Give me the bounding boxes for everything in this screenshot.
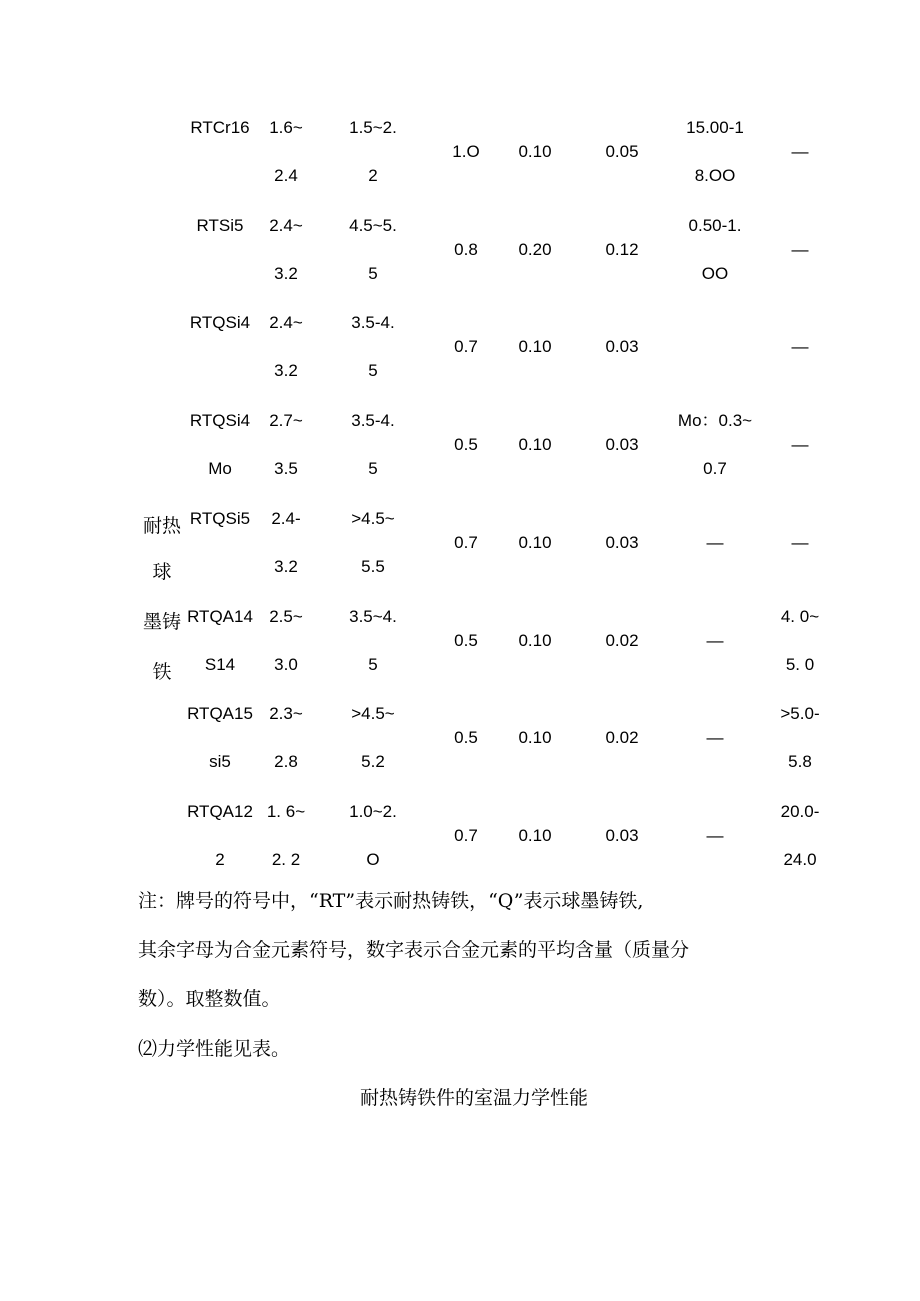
silicon-cell: 2 <box>368 166 378 185</box>
other-element-cell: 15.00-1 <box>686 118 744 137</box>
other-element-cell: — <box>706 532 724 552</box>
silicon-cell: >4.5~ <box>351 508 395 528</box>
carbon-cell: 2.7~ <box>269 411 303 431</box>
carbon-cell: 2.4~ <box>269 215 303 235</box>
carbon-cell: 1. 6~ <box>266 801 306 821</box>
note-line-3: 数）。取整数值。 <box>138 988 281 1010</box>
sulfur-cell: 0.03 <box>605 532 639 552</box>
grade-cell: Mo <box>208 459 232 479</box>
aluminum-cell: — <box>791 435 809 455</box>
grade-cell: RTQA12 <box>187 801 253 821</box>
silicon-cell: 1.5~2. <box>349 118 397 137</box>
carbon-cell: 2.4~ <box>269 313 303 333</box>
grade-cell: S14 <box>204 654 236 674</box>
sulfur-cell: 0.03 <box>605 825 639 845</box>
manganese-cell: 0.7 <box>454 825 478 845</box>
carbon-cell: 3.5 <box>274 459 298 479</box>
manganese-cell: 0.5 <box>454 630 478 650</box>
aluminum-cell: >5.0- <box>780 704 820 724</box>
silicon-cell: 3.5~4. <box>349 606 397 626</box>
silicon-cell: 5.2 <box>361 752 385 772</box>
aluminum-cell: 5.8 <box>788 752 812 772</box>
manganese-cell: 0.5 <box>454 435 478 455</box>
note-line-2: 其余字母为合金元素符号，数字表示合金元素的平均含量（质量分 <box>138 939 690 961</box>
carbon-cell: 2.4- <box>271 508 301 528</box>
sulfur-cell: 0.05 <box>605 142 639 161</box>
manganese-cell: 0.7 <box>454 532 478 552</box>
grade-cell: RTQSi4 <box>189 313 251 333</box>
table-caption: 耐热铸铁件的室温力学性能 <box>360 1087 589 1109</box>
carbon-cell: 2.8 <box>274 752 298 772</box>
other-element-cell: 8.OO <box>694 166 736 185</box>
sulfur-cell: 0.02 <box>605 630 639 650</box>
carbon-cell: 2.4 <box>274 166 298 185</box>
other-element-cell: — <box>706 630 724 650</box>
phosphorus-cell: 0.10 <box>518 337 552 357</box>
aluminum-cell: — <box>791 337 809 357</box>
phosphorus-cell: 0.10 <box>518 435 552 455</box>
carbon-cell: 3.2 <box>274 263 298 283</box>
sulfur-cell: 0.03 <box>605 337 639 357</box>
other-element-cell: — <box>706 825 724 845</box>
grade-cell: RTQA14 <box>187 606 253 626</box>
aluminum-cell: 5. 0 <box>785 654 815 674</box>
group-label: 球 <box>152 561 172 583</box>
note-line-1: 注：牌号的符号中，“RT”表示耐热铸铁，“Q”表示球墨铸铁, <box>138 890 644 912</box>
group-label: 墨铸 <box>142 611 182 633</box>
sulfur-cell: 0.12 <box>605 239 639 259</box>
phosphorus-cell: 0.10 <box>518 825 552 845</box>
silicon-cell: 3.5-4. <box>351 411 395 431</box>
grade-cell: RTCr16 <box>190 118 250 137</box>
other-element-cell: — <box>706 728 724 748</box>
group-label: 耐热 <box>142 515 182 537</box>
silicon-cell: 5 <box>368 361 378 381</box>
silicon-cell: 5 <box>368 654 378 674</box>
silicon-cell: 5 <box>368 263 378 283</box>
aluminum-cell: — <box>791 239 809 259</box>
grade-cell: RTQA15 <box>187 704 253 724</box>
silicon-cell: 1.0~2. <box>349 801 397 821</box>
carbon-cell: 2.5~ <box>269 606 303 626</box>
grade-cell: RTSi5 <box>196 215 244 235</box>
aluminum-cell: — <box>791 142 809 161</box>
carbon-cell: 2. 2 <box>271 849 301 869</box>
phosphorus-cell: 0.10 <box>518 532 552 552</box>
manganese-cell: 1.O <box>452 142 480 161</box>
sulfur-cell: 0.02 <box>605 728 639 748</box>
grade-cell: RTQSi4 <box>189 411 251 431</box>
phosphorus-cell: 0.10 <box>518 630 552 650</box>
aluminum-cell: — <box>791 532 809 552</box>
manganese-cell: 0.7 <box>454 337 478 357</box>
carbon-cell: 3.2 <box>274 556 298 576</box>
silicon-cell: 5.5 <box>361 556 385 576</box>
carbon-cell: 3.2 <box>274 361 298 381</box>
silicon-cell: 4.5~5. <box>349 215 397 235</box>
other-element-cell: OO <box>701 263 729 283</box>
group-label: 铁 <box>152 661 172 683</box>
grade-cell: si5 <box>209 752 231 772</box>
silicon-cell: 5 <box>368 459 378 479</box>
silicon-cell: O <box>366 849 380 869</box>
other-element-cell: Mo：0.3~ <box>677 411 753 431</box>
carbon-cell: 2.3~ <box>269 704 303 724</box>
aluminum-cell: 4. 0~ <box>780 606 820 626</box>
phosphorus-cell: 0.10 <box>518 142 552 161</box>
phosphorus-cell: 0.20 <box>518 239 552 259</box>
phosphorus-cell: 0.10 <box>518 728 552 748</box>
sulfur-cell: 0.03 <box>605 435 639 455</box>
aluminum-cell: 20.0- <box>780 801 820 821</box>
grade-cell: 2 <box>215 849 225 869</box>
silicon-cell: >4.5~ <box>351 704 395 724</box>
note-line-4: ⑵力学性能见表。 <box>138 1038 291 1060</box>
aluminum-cell: 24.0 <box>783 849 817 869</box>
grade-cell: RTQSi5 <box>189 508 251 528</box>
manganese-cell: 0.5 <box>454 728 478 748</box>
carbon-cell: 3.0 <box>274 654 298 674</box>
silicon-cell: 3.5-4. <box>351 313 395 333</box>
other-element-cell: 0.7 <box>703 459 727 479</box>
carbon-cell: 1.6~ <box>269 118 303 137</box>
manganese-cell: 0.8 <box>454 239 478 259</box>
other-element-cell: 0.50-1. <box>688 215 742 235</box>
